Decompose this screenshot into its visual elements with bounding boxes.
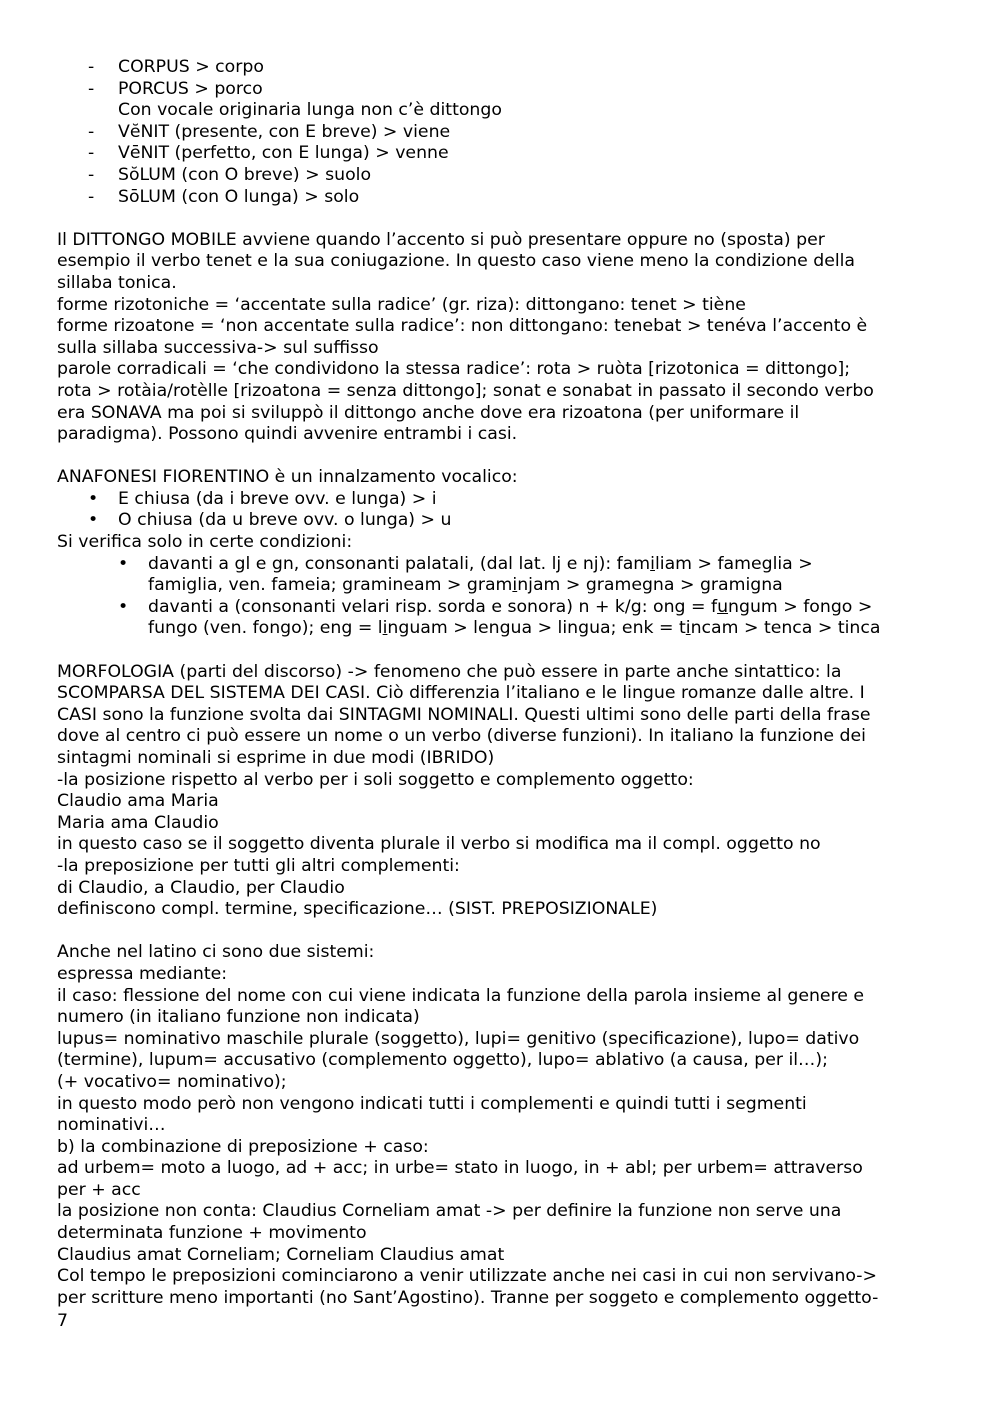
text-line: sulla sillaba successiva-> sul suffisso xyxy=(57,337,379,358)
list-item-text: VēNIT (perfetto, con E lunga) > venne xyxy=(118,143,449,164)
bullet-text: O chiusa (da u breve ovv. o lunga) > u xyxy=(118,510,452,531)
section-heading: ANAFONESI FIORENTINO è un innalzamento vocalico: xyxy=(57,467,518,488)
text-line: in questo modo però non vengono indicati tutti i complementi e quindi tutti i segmenti xyxy=(57,1093,807,1114)
text-line: rota > rotàia/rotèlle [rizoatona = senza dittongo]; sonat e sonabat in passato il secondo verbo xyxy=(57,380,874,401)
paragraph-gap xyxy=(57,446,947,468)
condition-text: Si verifica solo in certe condizioni: xyxy=(57,532,353,553)
latino-paragraph xyxy=(57,942,947,1309)
text-line: di Claudio, a Claudio, per Claudio xyxy=(57,877,345,898)
text-line: in questo caso se il soggetto diventa plurale il verbo si modifica ma il compl. oggetto no xyxy=(57,834,821,855)
text-line: Claudius amat Corneliam; Corneliam Claudius amat xyxy=(57,1244,505,1265)
sub-bullet-item xyxy=(57,554,947,597)
list-dash: - xyxy=(88,121,95,142)
text-line: SCOMPARSA DEL SISTEMA DEI CASI. Ciò differenzia l’italiano e le lingue romanze dalle altre. I xyxy=(57,683,865,704)
text-fragment: davanti a gl e gn, consonanti palatali, (dal lat. lj e nj): fam xyxy=(148,553,651,574)
list-dash: - xyxy=(88,57,95,77)
bullet-icon: • xyxy=(88,510,99,531)
bullet-icon: • xyxy=(118,553,129,574)
text-line: Maria ama Claudio xyxy=(57,812,219,833)
list-item xyxy=(57,57,947,79)
underlined-letter: i xyxy=(685,618,691,639)
text-line xyxy=(148,597,947,619)
text-line: il caso: flessione del nome con cui viene indicata la funzione della parola insieme al genere e xyxy=(57,985,865,1006)
sub-bullet-text xyxy=(148,554,947,597)
list-item-text: SŏLUM (con O breve) > suolo xyxy=(118,164,372,185)
paragraph-gap xyxy=(57,640,947,662)
bullet-text: E chiusa (da i breve ovv. e lunga) > i xyxy=(118,488,437,509)
text-line: CASI sono la funzione svolta dai SINTAGMI NOMINALI. Questi ultimi sono delle parti della frase xyxy=(57,704,871,725)
text-line: forme rizoatone = ‘non accentate sulla radice’: non dittongano: tenebat > tenéva l’accento è xyxy=(57,316,868,337)
text-line: dove al centro ci può essere un nome o un verbo (diverse funzioni). In italiano la funzione dei xyxy=(57,726,866,747)
underlined-letter: i xyxy=(382,618,388,639)
text-fragment: ncam > tenca > tinca xyxy=(690,618,881,639)
underlined-letter: i xyxy=(512,575,518,596)
text-line: ad urbem= moto a luogo, ad + acc; in urbe= stato in luogo, in + abl; per urbem= attraverso xyxy=(57,1158,863,1179)
vowel-list xyxy=(57,57,947,208)
text-fragment: famiglia, ven. fameia; gramineam > gram xyxy=(148,575,513,596)
bullet-item xyxy=(57,489,947,511)
dittongo-mobile-paragraph xyxy=(57,230,947,446)
text-fragment: fungo (ven. fongo); eng = l xyxy=(148,618,383,639)
list-item xyxy=(57,187,947,209)
list-dash: - xyxy=(88,78,95,99)
page-number: 7 xyxy=(57,1311,68,1331)
text-line: b) la combinazione di preposizione + caso: xyxy=(57,1136,429,1157)
text-line: per + acc xyxy=(57,1179,141,1200)
text-line: -la posizione rispetto al verbo per i soli soggetto e complemento oggetto: xyxy=(57,769,694,790)
list-item-text: VĕNIT (presente, con E breve) > viene xyxy=(118,121,451,142)
list-dash: - xyxy=(88,186,95,207)
text-line: (termine), lupum= accusativo (complemento oggetto), lupo= ablativo (a causa, per il…); xyxy=(57,1050,828,1071)
text-fragment: liam > fameglia > xyxy=(654,553,813,574)
text-line xyxy=(148,554,947,576)
text-fragment: nguam > lengua > lingua; enk = t xyxy=(387,618,686,639)
text-line: la posizione non conta: Claudius Corneliam amat -> per definire la funzione non serve una xyxy=(57,1201,842,1222)
underlined-letter: i xyxy=(650,553,655,574)
text-fragment: ngum > fongo > xyxy=(728,596,873,617)
document-page xyxy=(57,57,947,1309)
sub-bullet-text xyxy=(148,597,947,640)
text-line: Col tempo le preposizioni cominciarono a venir utilizzate anche nei casi in cui non servivano-> xyxy=(57,1266,877,1287)
underlined-letter: u xyxy=(717,596,729,617)
text-line: (+ vocativo= nominativo); xyxy=(57,1071,287,1092)
list-item-text: SōLUM (con O lunga) > solo xyxy=(118,186,360,207)
text-line: sintagmi nominali si esprime in due modi (IBRIDO) xyxy=(57,748,495,768)
list-item xyxy=(57,165,947,187)
text-fragment: davanti a (consonanti velari risp. sorda e sonora) n + k/g: ong = f xyxy=(148,596,718,617)
list-item xyxy=(57,143,947,165)
paragraph-gap xyxy=(57,921,947,943)
bullet-item xyxy=(57,510,947,532)
list-dash: - xyxy=(88,143,95,164)
list-item-text: PORCUS > porco xyxy=(118,78,263,99)
list-item xyxy=(57,79,947,101)
list-note: Con vocale originaria lunga non c’è dittongo xyxy=(118,100,502,121)
text-line: espressa mediante: xyxy=(57,963,228,984)
text-line: paradigma). Possono quindi avvenire entrambi i casi. xyxy=(57,424,518,445)
text-line: Claudio ama Maria xyxy=(57,791,219,812)
anafonesi-section xyxy=(57,467,947,640)
text-line: nominativi… xyxy=(57,1115,166,1136)
text-line: era SONAVA ma poi si sviluppò il dittongo anche dove era rizoatona (per uniformare il xyxy=(57,402,800,423)
text-line: esempio il verbo tenet e la sua coniugazione. In questo caso viene meno la condizione della xyxy=(57,251,856,272)
text-fragment: njam > gramegna > gramigna xyxy=(517,575,783,596)
list-item-text: CORPUS > corpo xyxy=(118,57,264,77)
text-line xyxy=(148,618,947,640)
morfologia-paragraph xyxy=(57,662,947,921)
text-line: Anche nel latino ci sono due sistemi: xyxy=(57,942,375,963)
text-line: lupus= nominativo maschile plurale (soggetto), lupi= genitivo (specificazione), lupo= dativo xyxy=(57,1028,860,1049)
text-line: sillaba tonica. xyxy=(57,272,177,293)
text-line: forme rizotoniche = ‘accentate sulla radice’ (gr. riza): dittongano: tenet > tiène xyxy=(57,294,746,315)
text-line: parole corradicali = ‘che condividono la stessa radice’: rota > ruòta [rizotonica = dittongo]; xyxy=(57,359,851,380)
text-line: determinata funzione + movimento xyxy=(57,1223,367,1244)
text-line: -la preposizione per tutti gli altri complementi: xyxy=(57,855,460,876)
text-line: definiscono compl. termine, specificazione… (SIST. PREPOSIZIONALE) xyxy=(57,899,658,920)
text-line xyxy=(148,575,947,597)
text-line: per scritture meno importanti (no Sant’Agostino). Tranne per soggeto e complemento oggetto- xyxy=(57,1287,879,1308)
text-line: numero (in italiano funzione non indicata) xyxy=(57,1007,420,1028)
list-item xyxy=(57,122,947,144)
list-dash: - xyxy=(88,164,95,185)
text-line: MORFOLOGIA (parti del discorso) -> fenomeno che può essere in parte anche sintattico: la xyxy=(57,661,842,682)
bullet-icon: • xyxy=(88,488,99,509)
text-line: Il DITTONGO MOBILE avviene quando l’accento si può presentare oppure no (sposta) per xyxy=(57,229,825,250)
paragraph-gap xyxy=(57,208,947,230)
bullet-icon: • xyxy=(118,596,129,617)
sub-bullet-item xyxy=(57,597,947,640)
